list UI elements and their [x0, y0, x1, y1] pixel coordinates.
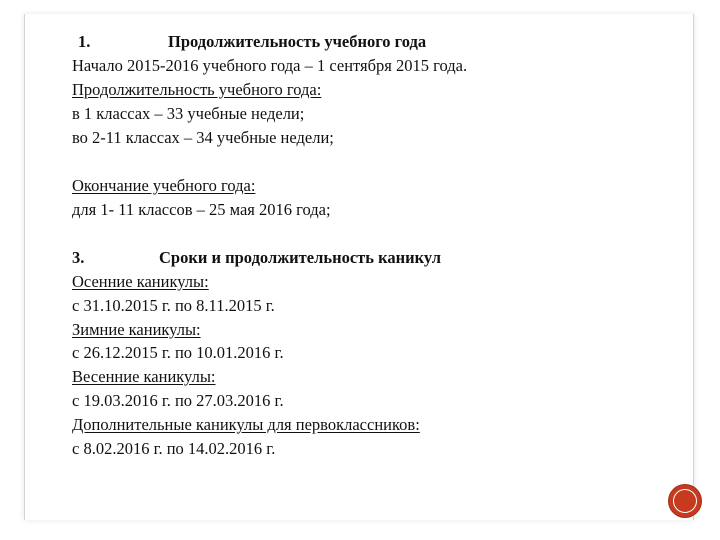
extra-holidays-label: Дополнительные каникулы для первоклассников: [72, 415, 420, 435]
section-1-heading [72, 30, 672, 54]
document-body [72, 30, 672, 461]
end-label: Окончание учебного года: [72, 175, 256, 195]
winter-holidays-label: Зимние каникулы: [72, 319, 201, 339]
autumn-holidays-period: с 31.10.2015 г. по 8.11.2015 г. [72, 295, 275, 315]
end-value: для 1- 11 классов – 25 мая 2016 года; [72, 199, 331, 219]
duration-grade-1: в 1 классах – 33 учебные недели; [72, 103, 305, 123]
section-3-heading [72, 246, 672, 270]
section-3-number: 3. [72, 247, 85, 267]
school-year-start: Начало 2015-2016 учебного года – 1 сентября 2015 года. [72, 55, 468, 75]
section-1-title: Продолжительность учебного года [168, 32, 427, 51]
section-1-number: 1. [78, 32, 91, 51]
autumn-holidays-label: Осенние каникулы: [72, 271, 209, 291]
slide-badge [669, 485, 701, 517]
duration-grades-2-11: во 2-11 классах – 34 учебные недели; [72, 127, 334, 147]
winter-holidays-period: с 26.12.2015 г. по 10.01.2016 г. [72, 343, 284, 363]
circle-ring-icon [673, 489, 697, 513]
duration-label: Продолжительность учебного года: [72, 79, 322, 99]
spring-holidays-period: с 19.03.2016 г. по 27.03.2016 г. [72, 391, 284, 411]
section-3-title: Сроки и продолжительность каникул [159, 247, 442, 267]
extra-holidays-period: с 8.02.2016 г. по 14.02.2016 г. [72, 438, 276, 458]
spring-holidays-label: Весенние каникулы: [72, 367, 216, 387]
